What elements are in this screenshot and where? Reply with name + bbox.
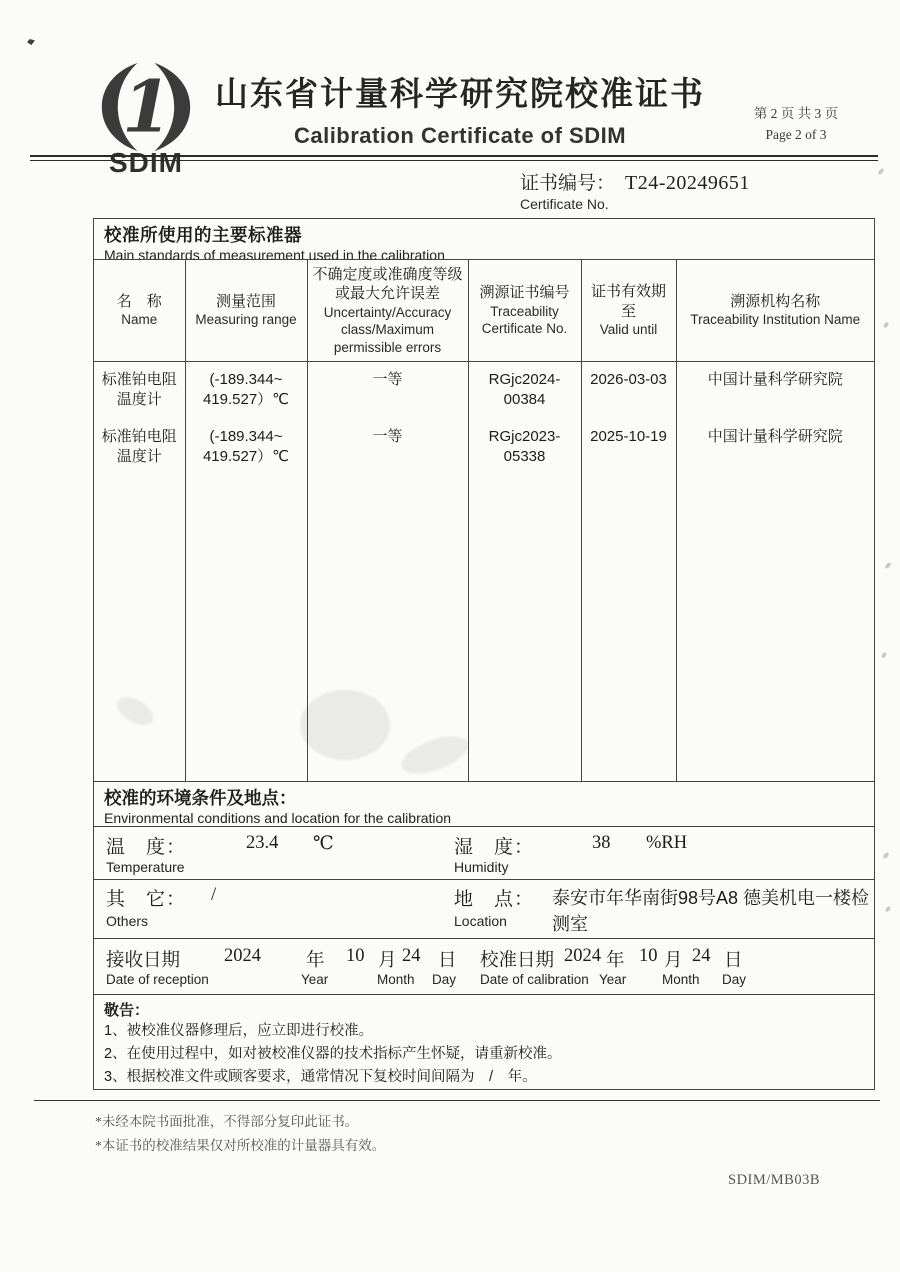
page-number (728, 104, 864, 146)
humidity-value: 38 (592, 833, 611, 854)
standards-table-header-row (94, 260, 874, 362)
header-divider (30, 155, 878, 161)
standards-table (94, 259, 874, 781)
col-header-name-en: Name (121, 312, 158, 328)
footnote-1: *未经本院书面批准，不得部分复印此证书。 (95, 1114, 359, 1129)
footer-divider (34, 1100, 880, 1101)
temperature-unit: ℃ (313, 834, 334, 855)
reception-date-label-en: Date of reception (106, 971, 209, 987)
col-header-traceability-no-cn: 溯源证书编号 (479, 284, 570, 302)
standard-2-institution: 中国计量科学研究院 (707, 428, 843, 445)
standards-table-body-row (94, 362, 874, 781)
location-value: 泰安市年华南街98号A8 德美机电一楼检测室 (552, 887, 870, 934)
calibration-day-cn: 日 (724, 948, 743, 970)
title-english: Calibration Certificate of SDIM (293, 123, 627, 148)
notice-item-2: 2、在使用过程中，如对被校准仪器的技术指标产生怀疑，请重新校准。 (104, 1046, 562, 1063)
main-content-box (93, 218, 875, 1090)
calibration-date-label-cn: 校准日期 (480, 948, 555, 970)
document-title (200, 68, 720, 149)
calibration-date-label-en: Date of calibration (480, 971, 589, 987)
reception-date-label-cn: 接收日期 (106, 948, 181, 970)
sdim-logo-icon (98, 60, 194, 154)
col-header-traceability-no-en: Traceability Certificate No. (481, 303, 568, 337)
certificate-number (520, 168, 750, 212)
cell-institutions (676, 362, 874, 781)
standard-2-grade: 一等 (372, 428, 403, 445)
environment-section-title (94, 781, 874, 827)
standard-1-range-line2: 419.527）℃ (202, 390, 290, 408)
calibration-year-en: Year (599, 971, 627, 987)
reception-year-value: 2024 (224, 945, 261, 966)
others-location-row (94, 879, 874, 938)
col-header-uncertainty (307, 260, 468, 362)
col-header-name-cn: 名 称 (116, 292, 162, 310)
location-label-en: Location (454, 912, 507, 929)
environment-title-en: Environmental conditions and location for the calibration (104, 809, 452, 826)
standard-2-valid-until: 2025-10-19 (590, 428, 667, 445)
reception-day-cn: 日 (438, 948, 457, 970)
logo-digit: 1 (122, 64, 172, 149)
certificate-number-label-en: Certificate No. (520, 196, 609, 212)
standard-1-range-line1: (-189.344~ (209, 371, 283, 388)
standard-1-name: 标准铂电阻温度计 (101, 371, 177, 408)
others-value: / (211, 884, 217, 905)
standards-title-cn: 校准所使用的主要标准器 (104, 225, 302, 245)
standard-1-cert-no (472, 370, 578, 427)
dates-row (94, 938, 874, 994)
notice-title: 敬告： (104, 1002, 150, 1020)
col-header-uncertainty-en: Uncertainty/Accuracy class/Maximum permissible errors (323, 304, 452, 355)
standard-1-valid-until: 2026-03-03 (590, 371, 667, 388)
col-header-institution (676, 260, 874, 362)
standard-1-cert-line1: RGjc2024- (488, 371, 561, 388)
col-header-range (185, 260, 307, 362)
scan-artifact (883, 321, 890, 328)
standard-2-range (189, 427, 304, 484)
standard-2-cert-line2: 05338 (503, 447, 546, 465)
calibration-day-value: 24 (692, 945, 711, 966)
col-header-range-en: Measuring range (195, 312, 297, 328)
cell-cert-numbers (468, 362, 581, 781)
certificate-number-label-cn: 证书编号： (520, 173, 616, 194)
calibration-month-en: Month (662, 971, 700, 987)
reception-month-cn: 月 (378, 948, 397, 970)
reception-day-value: 24 (402, 945, 421, 966)
calibration-month-cn: 月 (664, 948, 683, 970)
others-label-en: Others (106, 912, 149, 929)
col-header-valid-until (581, 260, 676, 362)
col-header-valid-until-en: Valid until (599, 322, 658, 338)
cell-valid-dates (581, 362, 676, 781)
calibration-year-cn: 年 (606, 948, 625, 970)
notice-item-3: 3、根据校准文件或顾客要求，通常情况下复校时间间隔为 / 年。 (104, 1069, 537, 1086)
cell-grades (307, 362, 468, 781)
col-header-institution-cn: 溯源机构名称 (730, 292, 821, 310)
sdim-logo (80, 60, 212, 179)
scan-artifact (881, 651, 887, 658)
form-code: SDIM/MB03B (728, 1172, 821, 1188)
standard-2-cert-no (472, 427, 578, 484)
environment-title-cn: 校准的环境条件及地点： (104, 787, 297, 808)
temperature-label-en: Temperature (106, 859, 185, 876)
calibration-day-en: Day (722, 971, 747, 987)
calibration-month-value: 10 (639, 945, 658, 966)
humidity-label-cn: 湿 度： (454, 837, 535, 859)
reception-month-value: 10 (346, 945, 365, 966)
standard-1-institution: 中国计量科学研究院 (707, 371, 843, 388)
standard-2-cert-line1: RGjc2023- (488, 428, 561, 445)
scan-artifact (877, 168, 885, 176)
col-header-name (94, 260, 185, 362)
humidity-label-en: Humidity (454, 859, 509, 876)
notice-item-1: 1、被校准仪器修理后，应立即进行校准。 (104, 1023, 374, 1040)
standard-1-cert-line2: 00384 (503, 390, 546, 408)
humidity-unit: %RH (646, 833, 688, 854)
page-number-cn: 第 2 页 共 3 页 (753, 106, 839, 121)
standard-1-grade: 一等 (372, 371, 403, 388)
notice-box (94, 994, 874, 1089)
reception-year-en: Year (301, 971, 329, 987)
col-header-uncertainty-cn: 不确定度或准确度等级或最大允许误差 (312, 265, 463, 303)
page-number-en: Page 2 of 3 (765, 126, 827, 142)
certificate-number-value: T24-20249651 (625, 172, 750, 194)
col-header-valid-until-cn: 证书有效期至 (590, 283, 666, 320)
calibration-year-value: 2024 (564, 945, 601, 966)
temperature-value: 23.4 (246, 833, 279, 854)
cell-names (94, 362, 185, 781)
standards-section-title (94, 219, 874, 263)
scan-artifact (885, 905, 892, 912)
scan-artifact (884, 562, 892, 570)
standard-2-range-line2: 419.527）℃ (202, 447, 290, 465)
standard-1-range (189, 370, 304, 427)
logo-label: SDIM (109, 147, 183, 178)
temperature-label-cn: 温 度： (106, 837, 187, 859)
standard-2-name: 标准铂电阻温度计 (101, 428, 177, 465)
footnote-2: *本证书的校准结果仅对所校准的计量器具有效。 (95, 1137, 386, 1153)
reception-month-en: Month (377, 971, 415, 987)
temperature-humidity-row (94, 826, 874, 878)
title-chinese: 山东省计量科学研究院校准证书 (215, 77, 705, 113)
location-label-cn: 地 点： (454, 888, 535, 910)
footnotes (95, 1110, 385, 1157)
scan-artifact (27, 39, 35, 45)
col-header-institution-en: Traceability Institution Name (690, 312, 861, 328)
standards-title-en: Main standards of measurement used in the calibration (104, 247, 445, 263)
reception-day-en: Day (432, 971, 457, 987)
scan-artifact (882, 852, 890, 860)
others-label-cn: 其 它： (106, 888, 187, 910)
cell-ranges (185, 362, 307, 781)
reception-year-cn: 年 (306, 948, 325, 970)
standard-2-range-line1: (-189.344~ (209, 428, 283, 445)
col-header-traceability-no (468, 260, 581, 362)
col-header-range-cn: 测量范围 (215, 292, 276, 310)
